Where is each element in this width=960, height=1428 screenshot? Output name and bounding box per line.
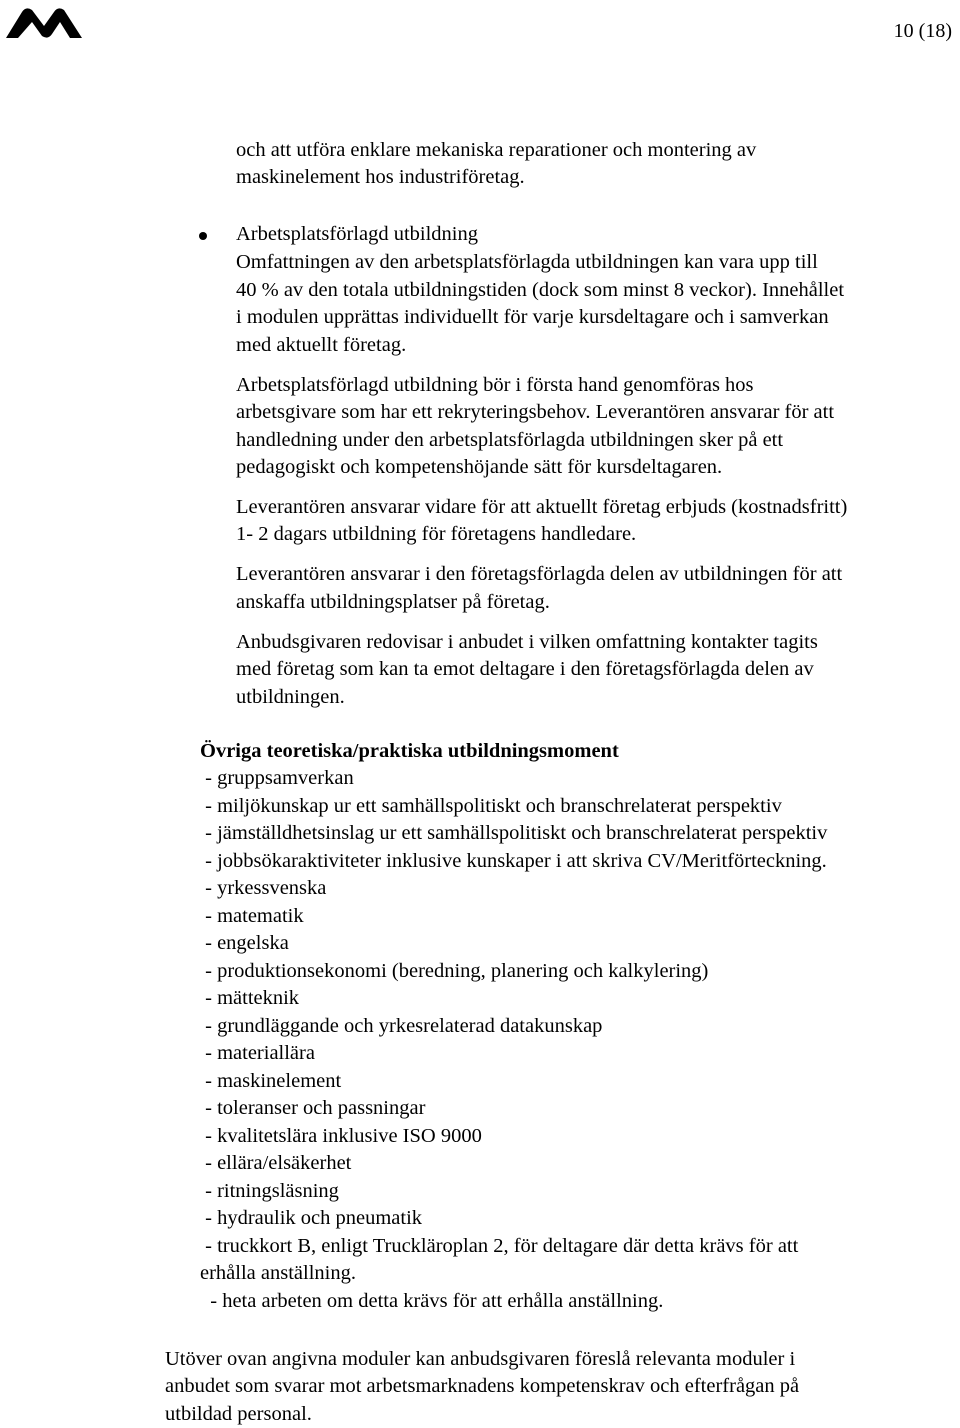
intro-line: maskinelement hos industriföretag.	[236, 166, 525, 188]
paragraph-line: utbildningen.	[236, 686, 345, 708]
paragraph-line: i modulen upprättas individuellt för varje kursdeltagare och i samverkan	[236, 306, 829, 328]
paragraph-line: 40 % av den totala utbildningstiden (dock som minst 8 veckor). Innehållet	[236, 279, 845, 301]
list-item: - truckkort B, enligt Truckläroplan 2, för deltagare där detta krävs för att	[200, 1234, 799, 1257]
paragraph-line: Omfattningen av den arbetsplatsförlagda utbildningen kan vara upp till	[236, 251, 818, 273]
bullet-icon	[199, 232, 207, 240]
list-item: - heta arbeten om detta krävs för att erhålla anställning.	[200, 1289, 664, 1312]
list-item: - hydraulik och pneumatik	[200, 1207, 423, 1229]
paragraph-line: anskaffa utbildningsplatser på företag.	[236, 591, 550, 613]
paragraph-line: Anbudsgivaren redovisar i anbudet i vilken omfattning kontakter tagits	[236, 631, 818, 653]
list-item: - miljökunskap ur ett samhällspolitiskt och branschrelaterat perspektiv	[200, 794, 782, 817]
list-item: - materiallära	[200, 1042, 315, 1064]
list-item: - ritningsläsning	[200, 1179, 339, 1202]
company-logo-icon	[4, 6, 84, 40]
page-number: 10 (18)	[893, 20, 952, 42]
closing-line: Utöver ovan angivna moduler kan anbudsgivaren föreslå relevanta moduler i	[165, 1348, 796, 1370]
paragraph-line: med aktuellt företag.	[236, 334, 407, 356]
list-item: - gruppsamverkan	[200, 767, 354, 789]
list-item: - kvalitetslära inklusive ISO 9000	[200, 1124, 482, 1147]
list-item: - produktionsekonomi (beredning, planering och kalkylering)	[200, 959, 709, 982]
list-item: - yrkessvenska	[200, 877, 327, 899]
section-title: Övriga teoretiska/praktiska utbildningsmoment	[200, 740, 619, 762]
closing-line: anbudet som svarar mot arbetsmarknadens kompetenskrav och efterfrågan på	[165, 1375, 800, 1397]
paragraph-line: Leverantören ansvarar i den företagsförlagda delen av utbildningen för att	[236, 563, 843, 585]
paragraph-line: arbetsgivare som har ett rekryteringsbehov. Leverantören ansvarar för att	[236, 401, 835, 423]
paragraph-line: handledning under den arbetsplatsförlagda utbildningen sker på ett	[236, 429, 784, 451]
intro-line: och att utföra enklare mekaniska reparationer och montering av	[236, 139, 757, 161]
paragraph-line: Arbetsplatsförlagd utbildning bör i första hand genomföras hos	[236, 374, 754, 396]
bullet-heading: Arbetsplatsförlagd utbildning	[236, 223, 478, 245]
paragraph-line: pedagogiskt och kompetenshöjande sätt för kursdeltagaren.	[236, 456, 723, 478]
list-item: - maskinelement	[200, 1069, 342, 1092]
list-item: - ellära/elsäkerhet	[200, 1152, 352, 1174]
list-item: - grundläggande och yrkesrelaterad datakunskap	[200, 1014, 603, 1037]
closing-line: utbildad personal.	[165, 1403, 312, 1425]
list-item: erhålla anställning.	[200, 1262, 356, 1284]
list-item: - matematik	[200, 904, 304, 927]
paragraph-line: med företag som kan ta emot deltagare i den företagsförlagda delen av	[236, 658, 814, 680]
list-item: - mätteknik	[200, 987, 300, 1009]
list-item: - jobbsökaraktiviteter inklusive kunskaper i att skriva CV/Meritförteckning.	[200, 849, 827, 872]
list-item: - toleranser och passningar	[200, 1097, 426, 1119]
paragraph-line: Leverantören ansvarar vidare för att aktuellt företag erbjuds (kostnadsfritt)	[236, 496, 848, 518]
list-item: - jämställdhetsinslag ur ett samhällspolitiskt och branschrelaterat perspektiv	[200, 822, 828, 844]
list-item: - engelska	[200, 932, 289, 954]
paragraph-line: 1- 2 dagars utbildning för företagens handledare.	[236, 523, 637, 545]
